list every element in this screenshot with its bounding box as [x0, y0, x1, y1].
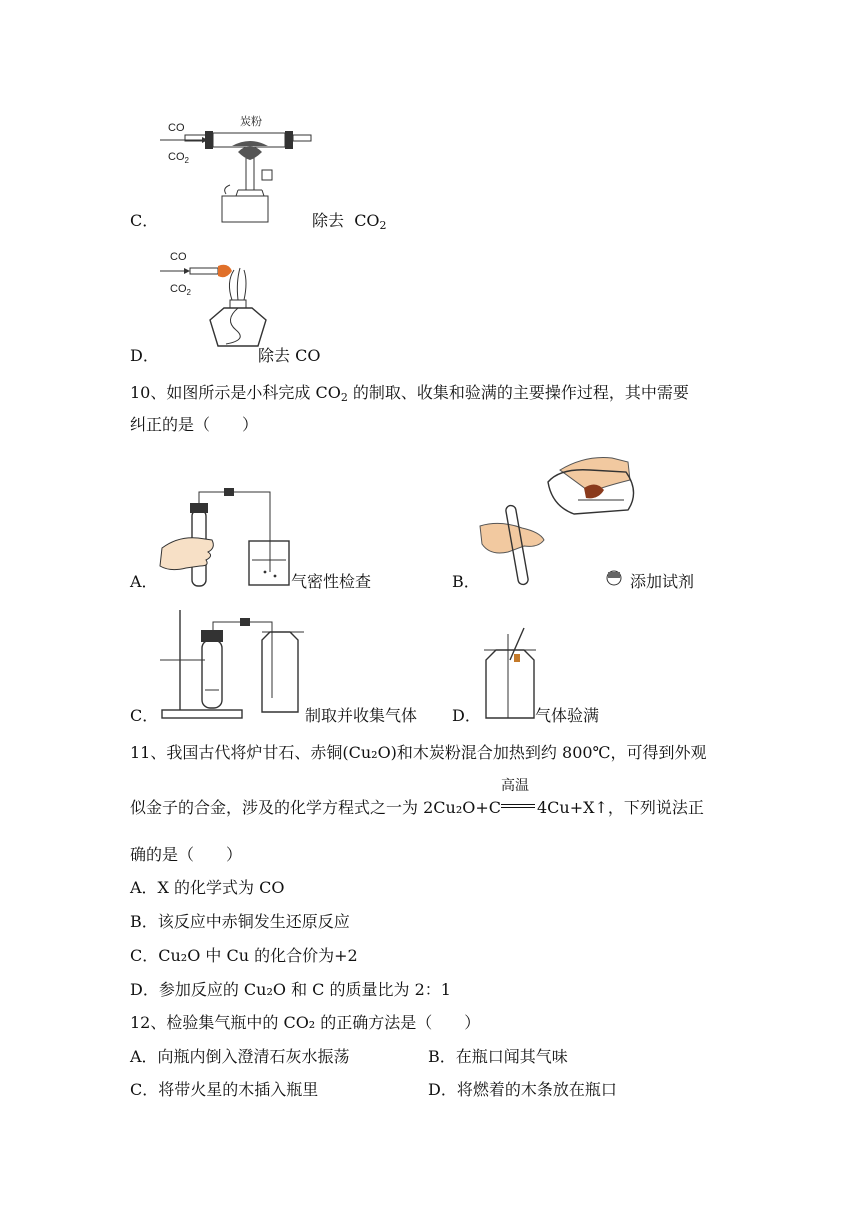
caption-text: 除去 — [312, 211, 345, 230]
fig-c-prepare-collect — [160, 610, 304, 718]
q10-stem-line2: 纠正的是（ ） — [130, 415, 259, 434]
q11-stem-line2 — [130, 778, 704, 818]
q9-option-d-caption: 除去 CO — [258, 346, 321, 365]
fig-d-label-co2: $CO_2$ — [170, 283, 191, 297]
q11-stem-line3: 确的是（ ） — [130, 845, 243, 864]
q10-option-b-letter[interactable]: B． — [452, 572, 480, 591]
q10-stem-sub: 2 — [340, 391, 348, 404]
caption-sub: 2 — [379, 219, 387, 232]
fig-a-airtightness — [160, 488, 289, 586]
q9-option-d-letter[interactable]: D． — [130, 346, 159, 365]
q10-option-b-caption: 添加试剂 — [630, 572, 695, 591]
q10-option-d-letter[interactable]: D． — [452, 706, 481, 725]
q10-stem-post: 的制取、收集和验满的主要操作过程，其中需要 — [347, 383, 689, 402]
q11-equals-sign — [501, 804, 535, 808]
q11-option-d[interactable]: D．参加反应的 Cu₂O 和 C 的质量比为 2：1 — [130, 980, 451, 999]
q12-option-c[interactable]: C．将带火星的木插入瓶里 — [130, 1080, 319, 1099]
q11-equation-left: 似金子的合金，涉及的化学方程式之一为 2Cu₂O+C — [130, 798, 501, 817]
fig-d-full-check — [484, 628, 536, 718]
fig-c-label-co: CO — [168, 122, 185, 134]
q10-option-c-caption: 制取并收集气体 — [305, 706, 418, 725]
caption-formula: CO — [354, 211, 380, 230]
q11-equation-right: 4Cu+X↑，下列说法正 — [537, 798, 704, 817]
q11-option-b[interactable]: B．该反应中赤铜发生还原反应 — [130, 912, 350, 931]
fig-d-label-co: CO — [170, 251, 187, 263]
fig-c-label-co2: $CO_2$ — [168, 151, 189, 165]
q11-equation-arrow — [501, 778, 537, 818]
q12-option-d[interactable]: D．将燃着的木条放在瓶口 — [428, 1080, 617, 1099]
q11-stem-line1: 11、我国古代将炉甘石、赤铜(Cu₂O)和木炭粉混合加热到约 800℃，可得到外观 — [130, 743, 707, 762]
q11-option-a[interactable]: A．X 的化学式为 CO — [130, 878, 285, 897]
q11-equation-condition: 高温 — [501, 778, 529, 794]
q10-option-d-caption: 气体验满 — [535, 706, 600, 725]
q10-option-a-letter[interactable]: A． — [130, 572, 158, 591]
q9-option-c-letter[interactable]: C． — [130, 211, 159, 230]
q11-option-c[interactable]: C．Cu₂O 中 Cu 的化合价为+2 — [130, 946, 358, 965]
fig-b-adding-reagent — [480, 458, 634, 586]
q10-option-a-caption: 气密性检查 — [291, 572, 372, 591]
q12-option-b[interactable]: B．在瓶口闻其气味 — [428, 1047, 568, 1066]
q10-option-c-letter[interactable]: C． — [130, 706, 159, 725]
q12-option-a[interactable]: A．向瓶内倒入澄清石灰水振荡 — [130, 1047, 350, 1066]
fig-c-label-top: 炭粉 — [240, 116, 262, 128]
q12-stem: 12、检验集气瓶中的 CO₂ 的正确方法是（ ） — [130, 1013, 481, 1032]
q10-stem-pre: 10、如图所示是小科完成 CO — [130, 383, 341, 402]
